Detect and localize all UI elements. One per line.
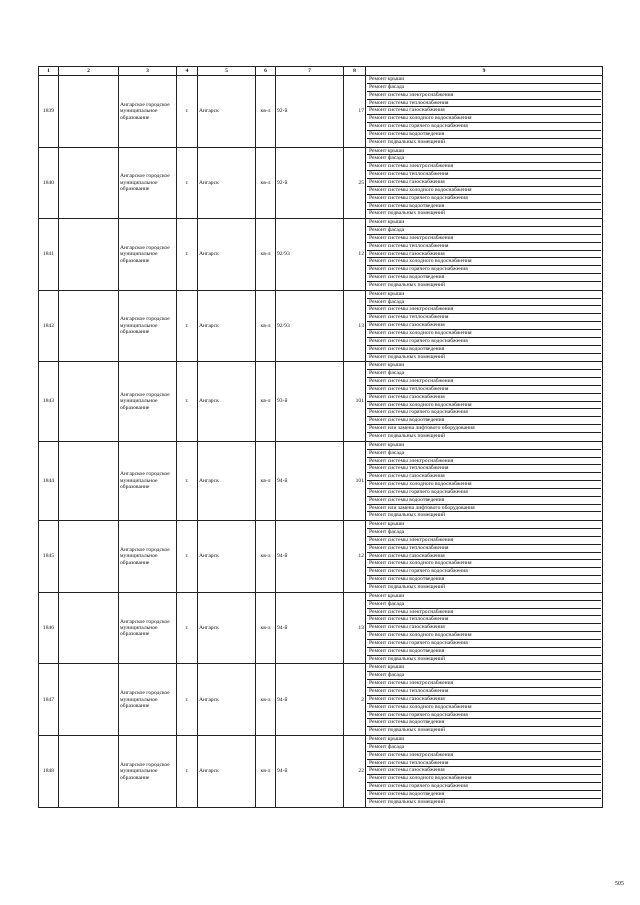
table-body bbox=[39, 76, 603, 808]
work-item: Ремонт системы теплоснабжения bbox=[367, 314, 601, 322]
empty-cell bbox=[59, 147, 119, 219]
work-item: Ремонт крыши bbox=[367, 664, 601, 672]
work-item: Ремонт системы водоотведения bbox=[367, 131, 601, 139]
municipality-name: Ангарское городское муниципальное образование bbox=[119, 592, 177, 664]
apartment-count: 25 bbox=[344, 147, 366, 219]
municipality-name: Ангарское городское муниципальное образование bbox=[119, 219, 177, 291]
works-list bbox=[366, 147, 603, 219]
work-item: Ремонт системы электроснабжения bbox=[367, 378, 601, 386]
table-row bbox=[39, 76, 603, 148]
work-item: Ремонт крыши bbox=[367, 521, 601, 529]
work-item: Ремонт системы электроснабжения bbox=[367, 458, 601, 466]
locality-name: Ангарск bbox=[198, 592, 256, 664]
work-item: Ремонт фасада bbox=[367, 672, 601, 680]
table-row bbox=[39, 441, 603, 520]
district-type: кв-л bbox=[256, 592, 276, 664]
locality-type: г. bbox=[177, 441, 198, 520]
locality-type: г. bbox=[177, 362, 198, 441]
works-list bbox=[366, 592, 603, 664]
work-item: Ремонт системы теплоснабжения bbox=[367, 386, 601, 394]
apartment-count: 12 bbox=[344, 521, 366, 593]
apartment-count: 101 bbox=[344, 441, 366, 520]
building-number: 94-й bbox=[276, 441, 344, 520]
record-number: 1842 bbox=[39, 290, 59, 362]
work-item: Ремонт крыши bbox=[367, 291, 601, 299]
work-item: Ремонт системы горячего водоснабжения bbox=[367, 712, 601, 720]
work-item: Ремонт системы электроснабжения bbox=[367, 680, 601, 688]
works-list bbox=[366, 290, 603, 362]
record-number: 1844 bbox=[39, 441, 59, 520]
work-item: Ремонт фасада bbox=[367, 529, 601, 537]
municipality-name: Ангарское городское муниципальное образование bbox=[119, 664, 177, 736]
work-item: Ремонт крыши bbox=[367, 148, 601, 156]
building-number: 94-й bbox=[276, 592, 344, 664]
repair-program-table bbox=[38, 66, 603, 808]
empty-cell bbox=[59, 290, 119, 362]
municipality-name: Ангарское городское муниципальное образование bbox=[119, 76, 177, 148]
building-number: 94-й bbox=[276, 736, 344, 808]
work-item: Ремонт системы теплоснабжения bbox=[367, 688, 601, 696]
work-item: Ремонт системы теплоснабжения bbox=[367, 243, 601, 251]
building-number: 93-й bbox=[276, 362, 344, 441]
work-item: Ремонт системы водоотведения bbox=[367, 576, 601, 584]
works-list bbox=[366, 441, 603, 520]
work-item: Ремонт системы электроснабжения bbox=[367, 752, 601, 760]
page-number: 505 bbox=[615, 881, 624, 887]
table-row bbox=[39, 592, 603, 664]
work-item: Ремонт системы электроснабжения bbox=[367, 609, 601, 617]
work-item: Ремонт системы электроснабжения bbox=[367, 92, 601, 100]
work-item: Ремонт системы горячего водоснабжения bbox=[367, 266, 601, 274]
work-item: Ремонт фасада bbox=[367, 84, 601, 92]
work-item: Ремонт крыши bbox=[367, 219, 601, 227]
work-item: Ремонт подвальных помещений bbox=[369, 798, 446, 805]
district-type: кв-л bbox=[256, 76, 276, 148]
work-item: Ремонт системы теплоснабжения bbox=[367, 616, 601, 624]
works-list bbox=[366, 362, 603, 441]
work-item: Ремонт системы водоотведения bbox=[367, 346, 601, 354]
empty-cell bbox=[59, 592, 119, 664]
work-item: Ремонт или замена лифтового оборудования bbox=[367, 425, 601, 433]
header-row bbox=[39, 67, 603, 76]
work-item: Ремонт системы горячего водоснабжения bbox=[367, 409, 601, 417]
work-item: Ремонт системы электроснабжения bbox=[367, 163, 601, 171]
district-type: кв-л bbox=[256, 736, 276, 808]
work-item: Ремонт системы горячего водоснабжения bbox=[367, 489, 601, 497]
district-type: кв-л bbox=[256, 664, 276, 736]
works-list bbox=[366, 521, 603, 593]
column-header: 3 bbox=[119, 67, 177, 76]
locality-name: Ангарск bbox=[198, 147, 256, 219]
work-item: Ремонт системы холодного водоснабжения bbox=[367, 187, 601, 195]
works-list bbox=[366, 736, 603, 808]
work-item: Ремонт фасада bbox=[367, 227, 601, 235]
work-item: Ремонт подвальных помещений bbox=[369, 353, 446, 360]
apartment-count: 13 bbox=[344, 592, 366, 664]
column-header: 7 bbox=[276, 67, 344, 76]
work-item: Ремонт системы газоснабжения bbox=[367, 179, 601, 187]
work-item: Ремонт подвальных помещений bbox=[369, 584, 446, 590]
record-number: 1841 bbox=[39, 219, 59, 291]
work-item: Ремонт системы водоотведения bbox=[367, 719, 601, 727]
work-item: Ремонт системы газоснабжения bbox=[367, 322, 601, 330]
work-item: Ремонт системы газоснабжения bbox=[367, 473, 601, 481]
table-row bbox=[39, 664, 603, 736]
empty-cell bbox=[59, 521, 119, 593]
work-item: Ремонт крыши bbox=[367, 736, 601, 744]
work-item: Ремонт системы газоснабжения bbox=[367, 553, 601, 561]
work-item: Ремонт системы электроснабжения bbox=[367, 306, 601, 314]
works-list bbox=[366, 664, 603, 736]
apartment-count: 22 bbox=[344, 736, 366, 808]
work-item: Ремонт системы газоснабжения bbox=[367, 767, 601, 775]
district-type: кв-л bbox=[256, 290, 276, 362]
work-item: Ремонт или замена лифтового оборудования bbox=[367, 505, 601, 513]
locality-name: Ангарск bbox=[198, 362, 256, 441]
table-row bbox=[39, 219, 603, 291]
empty-cell bbox=[59, 736, 119, 808]
work-item: Ремонт системы горячего водоснабжения bbox=[367, 195, 601, 203]
apartment-count: 12 bbox=[344, 219, 366, 291]
work-item: Ремонт системы горячего водоснабжения bbox=[367, 568, 601, 576]
district-type: кв-л bbox=[256, 521, 276, 593]
locality-name: Ангарск bbox=[198, 736, 256, 808]
work-item: Ремонт подвальных помещений bbox=[369, 655, 446, 662]
record-number: 1843 bbox=[39, 362, 59, 441]
record-number: 1846 bbox=[39, 592, 59, 664]
work-item: Ремонт системы горячего водоснабжения bbox=[367, 123, 601, 131]
work-item: Ремонт подвальных помещений bbox=[369, 512, 446, 519]
work-item: Ремонт системы теплоснабжения bbox=[367, 465, 601, 473]
apartment-count: 101 bbox=[344, 362, 366, 441]
work-item: Ремонт системы электроснабжения bbox=[367, 235, 601, 243]
table-row bbox=[39, 362, 603, 441]
record-number: 1839 bbox=[39, 76, 59, 148]
work-item: Ремонт системы водоотведения bbox=[367, 497, 601, 505]
record-number: 1845 bbox=[39, 521, 59, 593]
column-header: 1 bbox=[39, 67, 59, 76]
empty-cell bbox=[59, 362, 119, 441]
locality-type: г. bbox=[177, 592, 198, 664]
record-number: 1848 bbox=[39, 736, 59, 808]
locality-name: Ангарск bbox=[198, 441, 256, 520]
table-header bbox=[39, 67, 603, 76]
locality-name: Ангарск bbox=[198, 290, 256, 362]
record-number: 1847 bbox=[39, 664, 59, 736]
municipality-name: Ангарское городское муниципальное образование bbox=[119, 362, 177, 441]
locality-type: г. bbox=[177, 736, 198, 808]
column-header: 8 bbox=[344, 67, 366, 76]
locality-type: г. bbox=[177, 76, 198, 148]
municipality-name: Ангарское городское муниципальное образование bbox=[119, 147, 177, 219]
empty-cell bbox=[59, 441, 119, 520]
table-row bbox=[39, 736, 603, 808]
municipality-name: Ангарское городское муниципальное образование bbox=[119, 290, 177, 362]
work-item: Ремонт системы холодного водоснабжения bbox=[367, 481, 601, 489]
locality-name: Ангарск bbox=[198, 521, 256, 593]
table-row bbox=[39, 147, 603, 219]
work-item: Ремонт системы электроснабжения bbox=[367, 537, 601, 545]
district-type: кв-л bbox=[256, 441, 276, 520]
work-item: Ремонт системы холодного водоснабжения bbox=[367, 632, 601, 640]
work-item: Ремонт подвальных помещений bbox=[369, 138, 446, 145]
locality-name: Ангарск bbox=[198, 76, 256, 148]
locality-type: г. bbox=[177, 290, 198, 362]
work-item: Ремонт системы газоснабжения bbox=[367, 696, 601, 704]
column-header: 9 bbox=[366, 67, 603, 76]
building-number: 92/93 bbox=[276, 290, 344, 362]
work-item: Ремонт крыши bbox=[367, 593, 601, 601]
work-item: Ремонт фасада bbox=[367, 450, 601, 458]
work-item: Ремонт системы холодного водоснабжения bbox=[367, 330, 601, 338]
work-item: Ремонт системы газоснабжения bbox=[367, 624, 601, 632]
work-item: Ремонт фасада bbox=[367, 601, 601, 609]
work-item: Ремонт системы теплоснабжения bbox=[367, 100, 601, 108]
building-number: 92-й bbox=[276, 147, 344, 219]
column-header: 5 bbox=[198, 67, 256, 76]
work-item: Ремонт системы газоснабжения bbox=[367, 394, 601, 402]
work-item: Ремонт системы холодного водоснабжения bbox=[367, 560, 601, 568]
work-item: Ремонт системы водоотведения bbox=[367, 648, 601, 656]
works-list bbox=[366, 219, 603, 291]
work-item: Ремонт системы водоотведения bbox=[367, 274, 601, 282]
table-row bbox=[39, 521, 603, 593]
work-item: Ремонт системы газоснабжения bbox=[367, 251, 601, 259]
column-header: 4 bbox=[177, 67, 198, 76]
work-item: Ремонт системы холодного водоснабжения bbox=[367, 258, 601, 266]
work-item: Ремонт системы водоотведения bbox=[367, 791, 601, 799]
work-item: Ремонт системы горячего водоснабжения bbox=[367, 640, 601, 648]
apartment-count: 13 bbox=[344, 290, 366, 362]
empty-cell bbox=[59, 76, 119, 148]
work-item: Ремонт системы теплоснабжения bbox=[367, 171, 601, 179]
locality-type: г. bbox=[177, 219, 198, 291]
work-item: Ремонт системы газоснабжения bbox=[367, 107, 601, 115]
empty-cell bbox=[59, 664, 119, 736]
table-row bbox=[39, 290, 603, 362]
work-item: Ремонт подвальных помещений bbox=[369, 727, 446, 734]
district-type: кв-л bbox=[256, 362, 276, 441]
apartment-count: 2 bbox=[344, 664, 366, 736]
work-item: Ремонт подвальных помещений bbox=[369, 210, 446, 217]
work-item: Ремонт подвальных помещений bbox=[369, 432, 446, 439]
building-number: 92/93 bbox=[276, 219, 344, 291]
apartment-count: 17 bbox=[344, 76, 366, 148]
column-header: 2 bbox=[59, 67, 119, 76]
locality-type: г. bbox=[177, 521, 198, 593]
locality-type: г. bbox=[177, 664, 198, 736]
municipality-name: Ангарское городское муниципальное образование bbox=[119, 521, 177, 593]
work-item: Ремонт системы теплоснабжения bbox=[367, 545, 601, 553]
building-number: 94-й bbox=[276, 521, 344, 593]
locality-name: Ангарск bbox=[198, 664, 256, 736]
district-type: кв-л bbox=[256, 147, 276, 219]
municipality-name: Ангарское городское муниципальное образование bbox=[119, 441, 177, 520]
work-item: Ремонт крыши bbox=[367, 442, 601, 450]
works-list bbox=[366, 76, 603, 148]
work-item: Ремонт системы холодного водоснабжения bbox=[367, 775, 601, 783]
work-item: Ремонт фасада bbox=[367, 744, 601, 752]
locality-name: Ангарск bbox=[198, 219, 256, 291]
work-item: Ремонт системы теплоснабжения bbox=[367, 760, 601, 768]
work-item: Ремонт системы горячего водоснабжения bbox=[367, 338, 601, 346]
work-item: Ремонт системы холодного водоснабжения bbox=[367, 704, 601, 712]
building-number: 94-й bbox=[276, 664, 344, 736]
record-number: 1840 bbox=[39, 147, 59, 219]
empty-cell bbox=[59, 219, 119, 291]
work-item: Ремонт системы холодного водоснабжения bbox=[367, 115, 601, 123]
work-item: Ремонт системы водоотведения bbox=[367, 417, 601, 425]
building-number: 92-й bbox=[276, 76, 344, 148]
work-item: Ремонт фасада bbox=[367, 299, 601, 307]
work-item: Ремонт системы горячего водоснабжения bbox=[367, 783, 601, 791]
municipality-name: Ангарское городское муниципальное образование bbox=[119, 736, 177, 808]
work-item: Ремонт крыши bbox=[367, 76, 601, 84]
column-header: 6 bbox=[256, 67, 276, 76]
work-item: Ремонт системы водоотведения bbox=[367, 203, 601, 211]
work-item: Ремонт фасада bbox=[367, 370, 601, 378]
work-item: Ремонт крыши bbox=[367, 362, 601, 370]
work-item: Ремонт фасада bbox=[367, 155, 601, 163]
work-item: Ремонт системы холодного водоснабжения bbox=[367, 402, 601, 410]
locality-type: г. bbox=[177, 147, 198, 219]
work-item: Ремонт подвальных помещений bbox=[369, 281, 446, 288]
district-type: кв-л bbox=[256, 219, 276, 291]
